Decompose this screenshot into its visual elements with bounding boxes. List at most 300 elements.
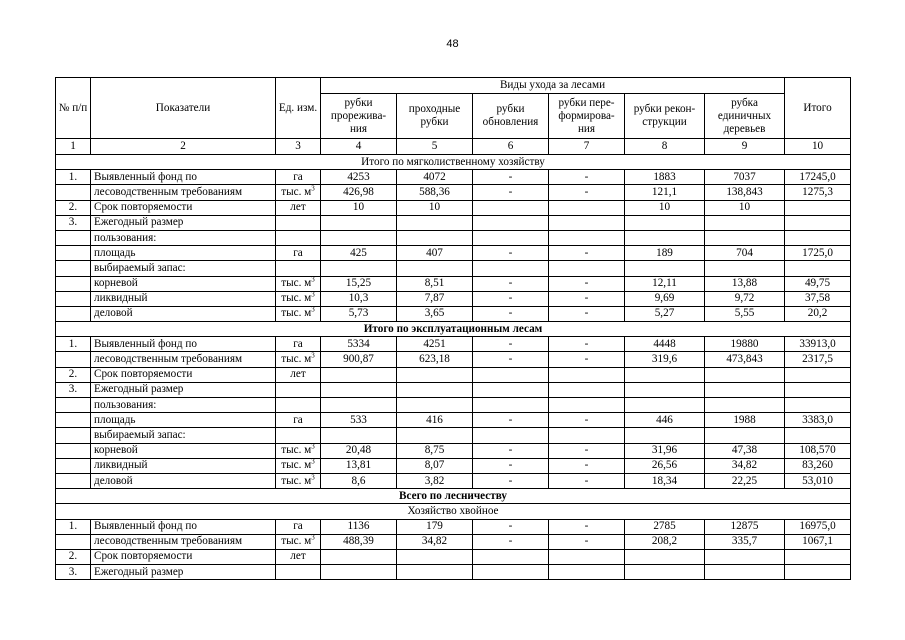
- value-cell: -: [473, 534, 549, 549]
- value-cell: [397, 230, 473, 245]
- table-row: [56, 261, 851, 276]
- value-cell: -: [473, 352, 549, 367]
- value-cell: -: [549, 473, 625, 488]
- table-row: [56, 534, 851, 549]
- value-cell: 10: [397, 200, 473, 215]
- value-cell: [473, 428, 549, 443]
- forest-care-table: [55, 77, 851, 580]
- value-cell: 623,18: [397, 352, 473, 367]
- row-number: 2.: [56, 367, 91, 382]
- row-unit: [276, 230, 321, 245]
- value-cell: 8,6: [321, 473, 397, 488]
- row-label: деловой: [91, 306, 276, 321]
- value-cell: [549, 200, 625, 215]
- table-row: [56, 473, 851, 488]
- value-cell: 47,38: [705, 443, 785, 458]
- value-cell: 335,7: [705, 534, 785, 549]
- unit-text: га: [293, 413, 303, 426]
- value-cell: -: [473, 519, 549, 534]
- value-cell: 4072: [397, 170, 473, 185]
- section-title: Итого по эксплуатационным лесам: [56, 322, 851, 337]
- section-title: Всего по лесничеству: [56, 489, 851, 504]
- value-cell: 2785: [625, 519, 705, 534]
- unit-text: тыс. м: [281, 185, 312, 198]
- value-cell: 179: [397, 519, 473, 534]
- row-label: Срок повторяемости: [91, 200, 276, 215]
- value-cell: [705, 382, 785, 397]
- value-cell: 16975,0: [785, 519, 851, 534]
- value-cell: 31,96: [625, 443, 705, 458]
- table-row: [56, 291, 851, 306]
- value-cell: [785, 261, 851, 276]
- value-cell: [625, 367, 705, 382]
- value-cell: -: [549, 352, 625, 367]
- value-cell: [397, 549, 473, 564]
- value-cell: [549, 398, 625, 413]
- value-cell: 1067,1: [785, 534, 851, 549]
- value-cell: 37,58: [785, 291, 851, 306]
- value-cell: 138,843: [705, 185, 785, 200]
- value-cell: [397, 428, 473, 443]
- row-label: лесоводственным требованиям: [91, 185, 276, 200]
- row-unit: [276, 261, 321, 276]
- value-cell: [705, 367, 785, 382]
- value-cell: -: [549, 246, 625, 261]
- section-subtitle: Хозяйство хвойное: [56, 504, 851, 519]
- unit-text: га: [293, 520, 303, 533]
- value-cell: -: [549, 170, 625, 185]
- row-label: Срок повторяемости: [91, 549, 276, 564]
- value-cell: 2317,5: [785, 352, 851, 367]
- row-unit: [276, 398, 321, 413]
- unit-text: тыс. м: [281, 474, 312, 487]
- value-cell: -: [473, 170, 549, 185]
- value-cell: -: [549, 291, 625, 306]
- value-cell: [549, 230, 625, 245]
- value-cell: 49,75: [785, 276, 851, 291]
- value-cell: 416: [397, 413, 473, 428]
- value-cell: -: [549, 519, 625, 534]
- row-unit: [276, 291, 321, 306]
- row-unit: [276, 367, 321, 382]
- table-row: [56, 170, 851, 185]
- row-number: [56, 473, 91, 488]
- value-cell: 15,25: [321, 276, 397, 291]
- value-cell: [397, 367, 473, 382]
- page-number: 48: [446, 38, 459, 50]
- col-number: 5: [397, 139, 473, 155]
- value-cell: 13,81: [321, 458, 397, 473]
- section-title-row: [56, 489, 851, 504]
- value-cell: 5,73: [321, 306, 397, 321]
- value-cell: [785, 367, 851, 382]
- value-cell: [321, 565, 397, 580]
- unit-text: тыс. м: [281, 292, 312, 305]
- row-label: пользования:: [91, 398, 276, 413]
- row-unit: [276, 200, 321, 215]
- unit-text: тыс. м: [281, 307, 312, 320]
- row-number: [56, 291, 91, 306]
- row-label: площадь: [91, 246, 276, 261]
- header-type: рубка единичных деревьев: [705, 94, 785, 139]
- row-unit: [276, 428, 321, 443]
- table-row: [56, 246, 851, 261]
- table-row: [56, 428, 851, 443]
- value-cell: 4251: [397, 337, 473, 352]
- value-cell: [473, 382, 549, 397]
- value-cell: [549, 549, 625, 564]
- col-number: 9: [705, 139, 785, 155]
- value-cell: 446: [625, 413, 705, 428]
- row-label: пользования:: [91, 230, 276, 245]
- value-cell: [549, 382, 625, 397]
- value-cell: [549, 215, 625, 230]
- row-number: [56, 413, 91, 428]
- value-cell: [785, 215, 851, 230]
- table-row: [56, 276, 851, 291]
- value-cell: [785, 428, 851, 443]
- value-cell: [705, 565, 785, 580]
- unit-text: га: [293, 337, 303, 350]
- table-row: [56, 565, 851, 580]
- value-cell: 5,55: [705, 306, 785, 321]
- unit-text: тыс. м: [281, 535, 312, 548]
- value-cell: -: [549, 458, 625, 473]
- col-number: 4: [321, 139, 397, 155]
- value-cell: [549, 367, 625, 382]
- table-body: [56, 155, 851, 580]
- row-number: 3.: [56, 565, 91, 580]
- value-cell: -: [473, 306, 549, 321]
- row-label: Ежегодный размер: [91, 382, 276, 397]
- table-row: [56, 306, 851, 321]
- unit-superscript: 3: [311, 306, 315, 314]
- value-cell: 9,72: [705, 291, 785, 306]
- table-row: [56, 413, 851, 428]
- value-cell: [705, 230, 785, 245]
- value-cell: [321, 382, 397, 397]
- value-cell: 83,260: [785, 458, 851, 473]
- value-cell: 10,3: [321, 291, 397, 306]
- unit-text: тыс. м: [281, 444, 312, 457]
- value-cell: 319,6: [625, 352, 705, 367]
- value-cell: 1988: [705, 413, 785, 428]
- row-label: Выявленный фонд по: [91, 337, 276, 352]
- value-cell: [473, 200, 549, 215]
- header-group: Виды ухода за лесами: [321, 78, 785, 94]
- row-number: [56, 443, 91, 458]
- row-unit: [276, 473, 321, 488]
- col-number: 3: [276, 139, 321, 155]
- value-cell: 900,87: [321, 352, 397, 367]
- unit-text: га: [293, 246, 303, 259]
- value-cell: 108,570: [785, 443, 851, 458]
- value-cell: 20,2: [785, 306, 851, 321]
- value-cell: 1275,3: [785, 185, 851, 200]
- row-number: [56, 534, 91, 549]
- value-cell: 34,82: [397, 534, 473, 549]
- row-number: [56, 428, 91, 443]
- unit-superscript: 3: [311, 443, 315, 451]
- value-cell: -: [549, 306, 625, 321]
- table-row: [56, 443, 851, 458]
- value-cell: [785, 230, 851, 245]
- value-cell: [473, 261, 549, 276]
- row-number: 1.: [56, 519, 91, 534]
- row-unit: [276, 185, 321, 200]
- table-header: [56, 78, 851, 155]
- value-cell: 8,75: [397, 443, 473, 458]
- value-cell: [321, 230, 397, 245]
- unit-superscript: 3: [311, 458, 315, 466]
- row-number: 2.: [56, 549, 91, 564]
- value-cell: 10: [321, 200, 397, 215]
- row-label: Выявленный фонд по: [91, 519, 276, 534]
- table-row: [56, 352, 851, 367]
- value-cell: 18,34: [625, 473, 705, 488]
- value-cell: -: [473, 473, 549, 488]
- value-cell: -: [473, 337, 549, 352]
- row-unit: [276, 170, 321, 185]
- col-number: 7: [549, 139, 625, 155]
- value-cell: 208,2: [625, 534, 705, 549]
- value-cell: 3,65: [397, 306, 473, 321]
- value-cell: 189: [625, 246, 705, 261]
- header-type: проходные рубки: [397, 94, 473, 139]
- value-cell: 533: [321, 413, 397, 428]
- value-cell: 26,56: [625, 458, 705, 473]
- row-number: 2.: [56, 200, 91, 215]
- row-number: [56, 246, 91, 261]
- row-label: корневой: [91, 276, 276, 291]
- row-unit: [276, 352, 321, 367]
- value-cell: 121,1: [625, 185, 705, 200]
- unit-superscript: 3: [311, 473, 315, 481]
- value-cell: -: [473, 185, 549, 200]
- unit-text: лет: [290, 368, 306, 381]
- value-cell: 5334: [321, 337, 397, 352]
- value-cell: [321, 398, 397, 413]
- value-cell: [321, 428, 397, 443]
- value-cell: [705, 549, 785, 564]
- value-cell: [625, 549, 705, 564]
- section-title-row: [56, 322, 851, 337]
- row-unit: [276, 413, 321, 428]
- value-cell: [321, 549, 397, 564]
- row-label: лесоводственным требованиям: [91, 534, 276, 549]
- row-number: 1.: [56, 170, 91, 185]
- row-unit: [276, 443, 321, 458]
- value-cell: [321, 367, 397, 382]
- row-number: 3.: [56, 382, 91, 397]
- row-number: [56, 398, 91, 413]
- value-cell: 1725,0: [785, 246, 851, 261]
- value-cell: [397, 382, 473, 397]
- table-row: [56, 519, 851, 534]
- value-cell: [785, 565, 851, 580]
- row-unit: [276, 215, 321, 230]
- row-label: выбираемый запас:: [91, 261, 276, 276]
- value-cell: [785, 200, 851, 215]
- value-cell: 4448: [625, 337, 705, 352]
- value-cell: -: [473, 458, 549, 473]
- value-cell: [549, 428, 625, 443]
- value-cell: 13,88: [705, 276, 785, 291]
- value-cell: [473, 398, 549, 413]
- value-cell: 407: [397, 246, 473, 261]
- value-cell: [473, 367, 549, 382]
- unit-text: тыс. м: [281, 459, 312, 472]
- row-label: корневой: [91, 443, 276, 458]
- row-unit: [276, 519, 321, 534]
- row-label: Выявленный фонд по: [91, 170, 276, 185]
- row-label: ликвидный: [91, 291, 276, 306]
- value-cell: [473, 230, 549, 245]
- value-cell: [397, 565, 473, 580]
- value-cell: 53,010: [785, 473, 851, 488]
- value-cell: -: [473, 276, 549, 291]
- header-type: рубки рекон-струкции: [625, 94, 705, 139]
- value-cell: [473, 215, 549, 230]
- value-cell: 10: [705, 200, 785, 215]
- value-cell: 3,82: [397, 473, 473, 488]
- table-row: [56, 367, 851, 382]
- row-number: [56, 261, 91, 276]
- col-number: 6: [473, 139, 549, 155]
- row-label: лесоводственным требованиям: [91, 352, 276, 367]
- row-number: 1.: [56, 337, 91, 352]
- value-cell: [397, 215, 473, 230]
- header-num: № п/п: [56, 78, 91, 139]
- unit-superscript: 3: [311, 291, 315, 299]
- row-number: [56, 185, 91, 200]
- row-unit: [276, 565, 321, 580]
- unit-text: лет: [290, 201, 306, 214]
- row-unit: [276, 458, 321, 473]
- row-label: Ежегодный размер: [91, 215, 276, 230]
- header-total: Итого: [785, 78, 851, 139]
- value-cell: 8,51: [397, 276, 473, 291]
- row-unit: [276, 382, 321, 397]
- table-row: [56, 337, 851, 352]
- value-cell: -: [549, 337, 625, 352]
- unit-superscript: 3: [311, 534, 315, 542]
- col-number: 8: [625, 139, 705, 155]
- value-cell: 22,25: [705, 473, 785, 488]
- unit-text: тыс. м: [281, 277, 312, 290]
- value-cell: -: [549, 276, 625, 291]
- row-number: [56, 230, 91, 245]
- unit-text: лет: [290, 550, 306, 563]
- value-cell: 425: [321, 246, 397, 261]
- table-row: [56, 185, 851, 200]
- value-cell: 426,98: [321, 185, 397, 200]
- unit-text: га: [293, 170, 303, 183]
- value-cell: 10: [625, 200, 705, 215]
- row-unit: [276, 246, 321, 261]
- value-cell: -: [473, 413, 549, 428]
- header-type: рубки обновления: [473, 94, 549, 139]
- unit-superscript: 3: [311, 184, 315, 193]
- col-number: 10: [785, 139, 851, 155]
- header-unit: Ед. изм.: [276, 78, 321, 139]
- value-cell: 473,843: [705, 352, 785, 367]
- row-unit: [276, 306, 321, 321]
- value-cell: [473, 549, 549, 564]
- row-number: 3.: [56, 215, 91, 230]
- value-cell: 7,87: [397, 291, 473, 306]
- row-number: [56, 352, 91, 367]
- header-type: рубки прорежива-ния: [321, 94, 397, 139]
- row-number: [56, 276, 91, 291]
- table-row: [56, 398, 851, 413]
- value-cell: 33913,0: [785, 337, 851, 352]
- value-cell: [705, 261, 785, 276]
- value-cell: -: [473, 291, 549, 306]
- value-cell: [625, 428, 705, 443]
- value-cell: [705, 428, 785, 443]
- value-cell: [705, 215, 785, 230]
- value-cell: 19880: [705, 337, 785, 352]
- value-cell: 7037: [705, 170, 785, 185]
- value-cell: [625, 261, 705, 276]
- value-cell: [625, 230, 705, 245]
- value-cell: 20,48: [321, 443, 397, 458]
- table-row: [56, 215, 851, 230]
- value-cell: 12,11: [625, 276, 705, 291]
- value-cell: [625, 398, 705, 413]
- unit-text: тыс. м: [281, 353, 312, 366]
- value-cell: 34,82: [705, 458, 785, 473]
- value-cell: 488,39: [321, 534, 397, 549]
- value-cell: [549, 565, 625, 580]
- value-cell: [785, 382, 851, 397]
- value-cell: [321, 215, 397, 230]
- row-unit: [276, 276, 321, 291]
- value-cell: [625, 382, 705, 397]
- value-cell: [397, 398, 473, 413]
- row-label: площадь: [91, 413, 276, 428]
- row-unit: [276, 549, 321, 564]
- value-cell: [549, 261, 625, 276]
- table-row: [56, 458, 851, 473]
- value-cell: -: [549, 413, 625, 428]
- row-label: выбираемый запас:: [91, 428, 276, 443]
- value-cell: -: [549, 443, 625, 458]
- value-cell: [625, 215, 705, 230]
- value-cell: -: [473, 246, 549, 261]
- value-cell: -: [549, 185, 625, 200]
- row-unit: [276, 534, 321, 549]
- value-cell: [625, 565, 705, 580]
- header-type: рубки пере-формирова-ния: [549, 94, 625, 139]
- value-cell: [321, 261, 397, 276]
- value-cell: 9,69: [625, 291, 705, 306]
- unit-superscript: 3: [311, 276, 315, 284]
- row-unit: [276, 337, 321, 352]
- value-cell: -: [549, 534, 625, 549]
- table-row: [56, 382, 851, 397]
- section-title-row: [56, 155, 851, 170]
- value-cell: 4253: [321, 170, 397, 185]
- table-row: [56, 549, 851, 564]
- value-cell: 3383,0: [785, 413, 851, 428]
- value-cell: [705, 398, 785, 413]
- row-label: ликвидный: [91, 458, 276, 473]
- row-number: [56, 306, 91, 321]
- section-subtitle-row: [56, 504, 851, 519]
- value-cell: 12875: [705, 519, 785, 534]
